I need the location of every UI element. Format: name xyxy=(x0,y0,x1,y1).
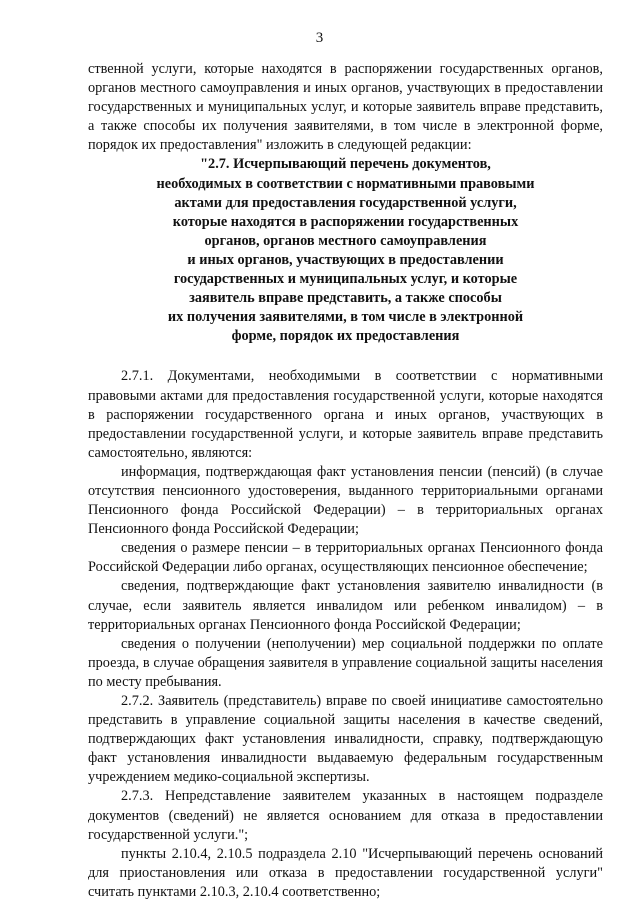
heading-line: форме, порядок их предоставления xyxy=(231,328,460,345)
heading-line: "2.7. Исчерпывающий перечень документов, xyxy=(200,156,491,173)
list-item-social-support: сведения о получении (неполучении) мер социальной поддержки по оплате проезда, в случае обращения заявителя в управление социальной защиты населения по месту пребывания. xyxy=(88,635,603,690)
paragraph-2-7-3: 2.7.3. Непредставление заявителем указанных в настоящем подразделе документов (сведений) не является основанием для отказа в предоставлении государственной услуги."; xyxy=(88,788,603,843)
page-number: 3 xyxy=(315,30,324,46)
paragraph-2-7-2: 2.7.2. Заявитель (представитель) вправе по своей инициативе самостоятельно представить в управление социальной защиты населения в качестве сведений, подтверждающих факт установления инвалидности, справку, подтверждающую факт установления инвалидности выдаваемую федеральным государственным учреждением медико-социальной экспертизы. xyxy=(88,693,603,786)
paragraph-points-renumbering: пункты 2.10.4, 2.10.5 подраздела 2.10 "Исчерпывающий перечень оснований для приостановления или отказа в предоставлении государственной услуги" считать пунктами 2.10.3, 2.10.4 соответственно; xyxy=(88,845,603,900)
heading-line: необходимых в соответствии с нормативными правовыми xyxy=(156,175,535,192)
paragraph-2-7-1: 2.7.1. Документами, необходимыми в соответствии с нормативными правовыми актами для предоставления государственной услуги, которые находятся в распоряжении государственного органа и иных органов, участвующих в предоставлении государственной услуги, и которые заявитель вправе представить самостоятельно, являются: xyxy=(88,368,603,461)
intro-paragraph: ственной услуги, которые находятся в распоряжении государственных органов, органов местного самоуправления и иных органов, участвующих в предоставлении государственных и муниципальных услуг, и которые заявитель вправе представить, а также способы их получения заявителями, в том числе в электронной форме, порядок их предоставления" изложить в следующей редакции: xyxy=(88,61,603,154)
list-item-pension-size: сведения о размере пенсии – в территориальных органах Пенсионного фонда Российской Федерации либо органах, осуществляющих пенсионное обеспечение; xyxy=(88,540,603,576)
heading-line: государственных и муниципальных услуг, и которые xyxy=(173,271,518,288)
heading-line: актами для предоставления государственной услуги, xyxy=(174,194,517,211)
heading-line: и иных органов, участвующих в предоставлении xyxy=(187,251,504,268)
heading-line: которые находятся в распоряжении государственных xyxy=(172,213,519,230)
section-heading xyxy=(88,155,603,346)
list-item-disability-info: сведения, подтверждающие факт установления заявителю инвалидности (в случае, если заявитель является инвалидом или ребенком инвалидом) – в территориальных органах Пенсионного фонда Российской Федерации; xyxy=(88,578,603,633)
document-body xyxy=(88,60,603,902)
list-item-pension-info: информация, подтверждающая факт установления пенсии (пенсий) (в случае отсутствия пенсионного удостоверения, выданного территориальными органами Пенсионного фонда Российской Федерации) – в территориальных органах Пенсионного фонда Российской Федерации; xyxy=(88,463,603,538)
heading-line: их получения заявителями, в том числе в электронной xyxy=(167,309,524,326)
heading-line: заявитель вправе представить, а также способы xyxy=(189,290,502,307)
heading-line: органов, органов местного самоуправления xyxy=(204,232,487,249)
